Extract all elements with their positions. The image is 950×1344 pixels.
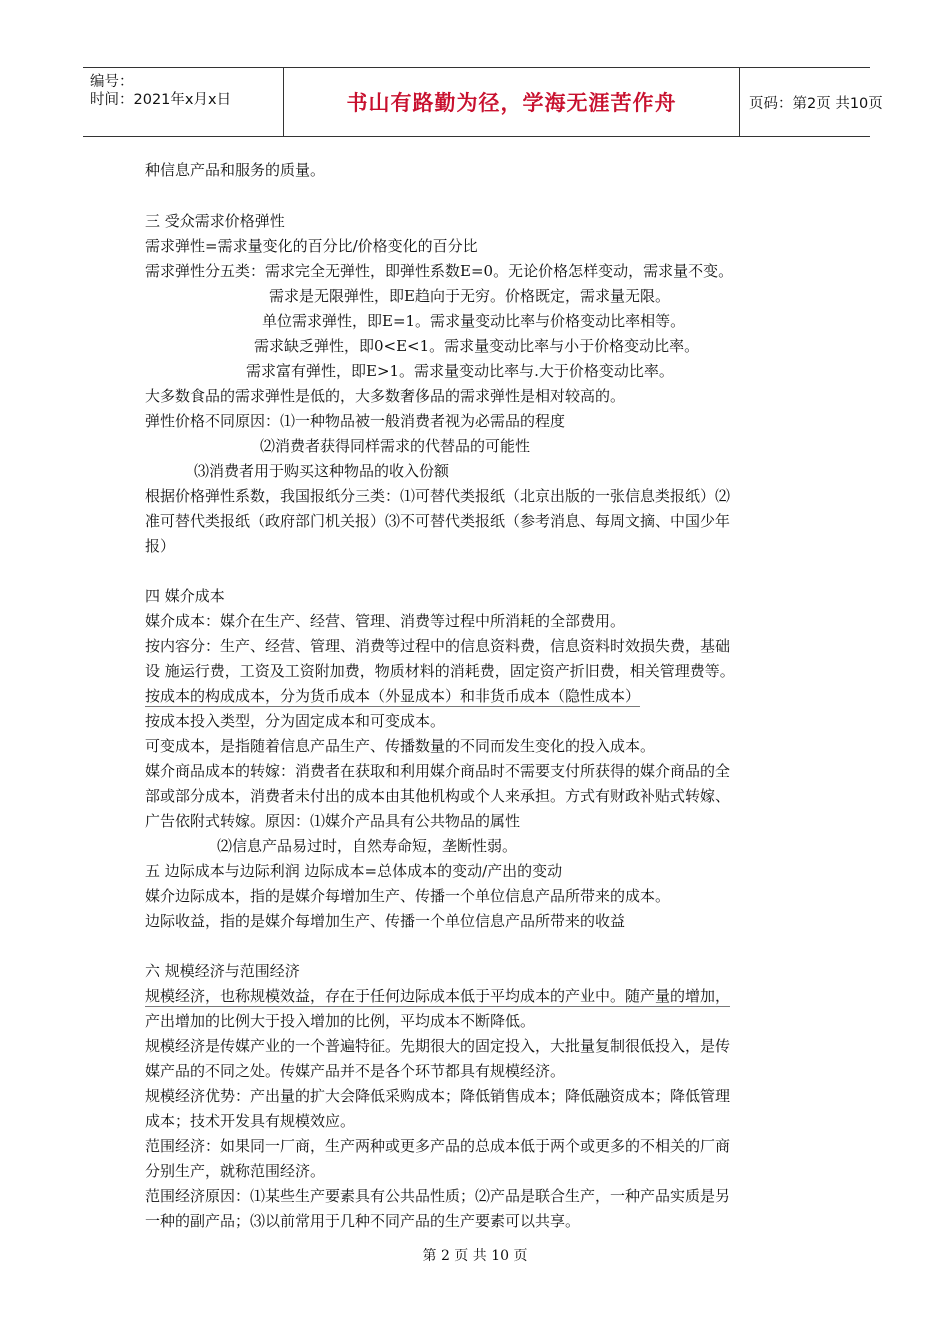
text-line: 需求是无限弹性，即E趋向于无穷。价格既定，需求量无限。 bbox=[269, 287, 670, 305]
text-line: ⑵信息产品易过时，自然寿命短，垄断性弱。 bbox=[217, 837, 518, 855]
text-line: 范围经济原因：⑴某些生产要素具有公共品性质；⑵产品是联合生产，一种产品实质是另 bbox=[145, 1187, 731, 1205]
text-line: 边际收益，指的是媒介每增加生产、传播一个单位信息产品所带来的收益 bbox=[145, 912, 626, 930]
text-line: 分别生产，就称范围经济。 bbox=[145, 1162, 326, 1180]
text-line: 按成本的构成成本，分为货币成本（外显成本）和非货币成本（隐性成本） bbox=[145, 687, 641, 705]
text-line: 需求富有弹性，即E>1。需求量变动比率与.大于价格变动比率。 bbox=[246, 362, 674, 380]
section-heading: 六 规模经济与范围经济 bbox=[145, 962, 300, 980]
text-line: 成本；技术开发具有规模效应。 bbox=[145, 1112, 356, 1130]
text-line: 广告依附式转嫁。原因：⑴媒介产品具有公共物品的属性 bbox=[145, 812, 521, 830]
text-line: 设 施运行费，工资及工资附加费，物质材料的消耗费，固定资产折旧费，相关管理费等。 bbox=[145, 662, 735, 680]
time-label: 时间：2021年x月x日 bbox=[90, 92, 232, 108]
text-line: 需求缺乏弹性，即0<E<1。需求量变动比率与小于价格变动比率。 bbox=[254, 337, 700, 355]
text-line: 报） bbox=[145, 537, 176, 555]
text-line: 媒介成本：媒介在生产、经营、管理、消费等过程中所消耗的全部费用。 bbox=[145, 612, 626, 630]
text-line: 媒介商品成本的转嫁：消费者在获取和利用媒介商品时不需要支付所获得的媒介商品的全 bbox=[145, 762, 731, 780]
page-footer: 第 2 页 共 10 页 bbox=[422, 1248, 528, 1264]
text-line: 种信息产品和服务的质量。 bbox=[145, 161, 326, 179]
text-line: 媒产品的不同之处。传媒产品并不是各个环节都具有规模经济。 bbox=[145, 1062, 566, 1080]
text-line: 根据价格弹性系数，我国报纸分三类：⑴可替代类报纸（北京出版的一张信息类报纸）⑵ bbox=[145, 487, 731, 505]
text-line: 媒介边际成本，指的是媒介每增加生产、传播一个单位信息产品所带来的成本。 bbox=[145, 887, 671, 905]
text-line: 需求弹性=需求量变化的百分比/价格变化的百分比 bbox=[145, 237, 478, 255]
number-label: 编号： bbox=[90, 74, 134, 90]
header-motto: 书山有路勤为径，学海无涯苦作舟 bbox=[283, 68, 740, 136]
section-heading: 五 边际成本与边际利润 边际成本=总体成本的变动/产出的变动 bbox=[145, 862, 563, 880]
section-heading: 四 媒介成本 bbox=[145, 587, 225, 605]
text-line: 可变成本，是指随着信息产品生产、传播数量的不同而发生变化的投入成本。 bbox=[145, 737, 656, 755]
text-line: ⑶消费者用于购买这种物品的收入份额 bbox=[194, 462, 450, 480]
text-line: ⑵消费者获得同样需求的代替品的可能性 bbox=[260, 437, 531, 455]
header-page-info: 页码：第2页 共10页 bbox=[749, 95, 883, 112]
text-line: 规模经济，也称规模效益，存在于任何边际成本低于平均成本的产业中。随产量的增加， bbox=[145, 987, 731, 1005]
text-line: 规模经济是传媒产业的一个普遍特征。先期很大的固定投入，大批量复制很低投入，是传 bbox=[145, 1037, 731, 1055]
header-meta bbox=[83, 68, 283, 136]
text-line: 按成本投入类型，分为固定成本和可变成本。 bbox=[145, 712, 446, 730]
section-heading: 三 受众需求价格弹性 bbox=[145, 212, 285, 230]
text-line: 单位需求弹性，即E=1。需求量变动比率与价格变动比率相等。 bbox=[262, 312, 686, 330]
text-line: 弹性价格不同原因：⑴一种物品被一般消费者视为必需品的程度 bbox=[145, 412, 566, 430]
page-header bbox=[83, 67, 883, 137]
text-line: 产出增加的比例大于投入增加的比例，平均成本不断降低。 bbox=[145, 1012, 536, 1030]
text-line: 范围经济：如果同一厂商，生产两种或更多产品的总成本低于两个或更多的不相关的厂商 bbox=[145, 1137, 731, 1155]
text-line: 规模经济优势：产出量的扩大会降低采购成本；降低销售成本；降低融资成本；降低管理 bbox=[145, 1087, 731, 1105]
text-line: 大多数食品的需求弹性是低的，大多数奢侈品的需求弹性是相对较高的。 bbox=[145, 387, 626, 405]
text-line: 部或部分成本，消费者未付出的成本由其他机构或个人来承担。方式有财政补贴式转嫁、 bbox=[145, 787, 731, 805]
text-line: 需求弹性分五类：需求完全无弹性，即弹性系数E=0。无论价格怎样变动，需求量不变。 bbox=[145, 262, 734, 280]
text-line: 一种的副产品；⑶以前常用于几种不同产品的生产要素可以共享。 bbox=[145, 1212, 581, 1230]
text-line: 按内容分：生产、经营、管理、消费等过程中的信息资料费，信息资料时效损失费，基础 bbox=[145, 637, 731, 655]
text-line: 准可替代类报纸（政府部门机关报）⑶不可替代类报纸（参考消息、每周文摘、中国少年 bbox=[145, 512, 731, 530]
